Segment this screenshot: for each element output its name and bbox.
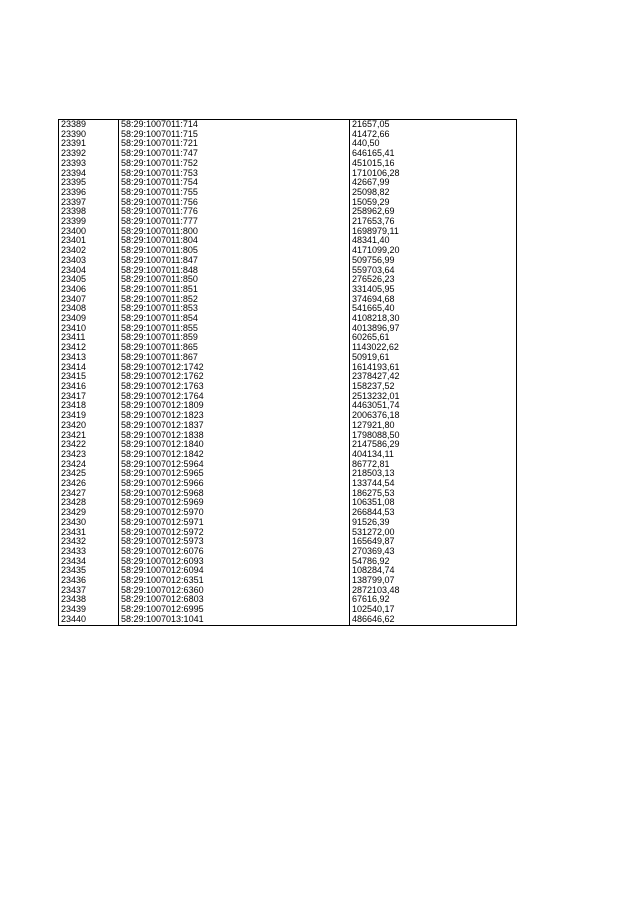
table-row: [59, 392, 517, 402]
table-row: [59, 595, 517, 605]
cadastral-number-cell: 58:29:1007011:850: [119, 275, 350, 285]
table-row: [59, 450, 517, 460]
cadastral-number-cell: 58:29:1007012:5965: [119, 469, 350, 479]
table-row: [59, 304, 517, 314]
cadastral-number-cell: 58:29:1007011:855: [119, 324, 350, 334]
cadastral-number-cell: 58:29:1007012:1842: [119, 450, 350, 460]
row-number-cell: 23427: [59, 489, 119, 499]
table-row: [59, 178, 517, 188]
row-number-cell: 23410: [59, 324, 119, 334]
row-number-cell: 23393: [59, 159, 119, 169]
value-cell: 217653,76: [350, 217, 517, 227]
value-cell: 25098,82: [350, 188, 517, 198]
table-row: [59, 586, 517, 596]
row-number-cell: 23435: [59, 566, 119, 576]
cadastral-number-cell: 58:29:1007013:1041: [119, 615, 350, 625]
cadastral-number-cell: 58:29:1007011:754: [119, 178, 350, 188]
row-number-cell: 23407: [59, 295, 119, 305]
cadastral-number-cell: 58:29:1007012:5964: [119, 460, 350, 470]
table-row: [59, 159, 517, 169]
value-cell: 646165,41: [350, 149, 517, 159]
cadastral-number-cell: 58:29:1007011:851: [119, 285, 350, 295]
value-cell: 541665,40: [350, 304, 517, 314]
cadastral-number-cell: 58:29:1007011:852: [119, 295, 350, 305]
cadastral-number-cell: 58:29:1007012:6093: [119, 557, 350, 567]
cadastral-number-cell: 58:29:1007012:1762: [119, 372, 350, 382]
value-cell: 165649,87: [350, 537, 517, 547]
table-row: [59, 285, 517, 295]
value-cell: 108284,74: [350, 566, 517, 576]
table-row: [59, 431, 517, 441]
cadastral-number-cell: 58:29:1007011:776: [119, 207, 350, 217]
row-number-cell: 23415: [59, 372, 119, 382]
cadastral-number-cell: 58:29:1007011:859: [119, 333, 350, 343]
cadastral-number-cell: 58:29:1007011:800: [119, 227, 350, 237]
table-row: [59, 275, 517, 285]
cadastral-number-cell: 58:29:1007012:6360: [119, 586, 350, 596]
table-row: [59, 498, 517, 508]
table-row: [59, 605, 517, 615]
cadastral-number-cell: 58:29:1007012:1838: [119, 431, 350, 441]
row-number-cell: 23424: [59, 460, 119, 470]
row-number-cell: 23391: [59, 139, 119, 149]
table-row: [59, 139, 517, 149]
value-cell: 2006376,18: [350, 411, 517, 421]
row-number-cell: 23425: [59, 469, 119, 479]
value-cell: 4171099,20: [350, 246, 517, 256]
value-cell: 127921,80: [350, 421, 517, 431]
cadastral-number-cell: 58:29:1007011:714: [119, 120, 350, 130]
row-number-cell: 23417: [59, 392, 119, 402]
value-cell: 102540,17: [350, 605, 517, 615]
table-row: [59, 508, 517, 518]
table-row: [59, 566, 517, 576]
cadastral-number-cell: 58:29:1007012:1763: [119, 382, 350, 392]
cadastral-number-cell: 58:29:1007012:6351: [119, 576, 350, 586]
value-cell: 1614193,61: [350, 363, 517, 373]
cadastral-number-cell: 58:29:1007011:753: [119, 169, 350, 179]
value-cell: 42667,99: [350, 178, 517, 188]
cadastral-number-cell: 58:29:1007011:721: [119, 139, 350, 149]
table-row: [59, 120, 517, 130]
value-cell: 86772,81: [350, 460, 517, 470]
row-number-cell: 23398: [59, 207, 119, 217]
value-cell: 4013896,97: [350, 324, 517, 334]
table-row: [59, 421, 517, 431]
row-number-cell: 23389: [59, 120, 119, 130]
row-number-cell: 23439: [59, 605, 119, 615]
row-number-cell: 23431: [59, 528, 119, 538]
row-number-cell: 23433: [59, 547, 119, 557]
cadastral-number-cell: 58:29:1007012:1823: [119, 411, 350, 421]
table-row: [59, 266, 517, 276]
table-row: [59, 188, 517, 198]
table-row: [59, 382, 517, 392]
cadastral-number-cell: 58:29:1007011:848: [119, 266, 350, 276]
cadastral-number-cell: 58:29:1007011:854: [119, 314, 350, 324]
table-row: [59, 324, 517, 334]
row-number-cell: 23419: [59, 411, 119, 421]
row-number-cell: 23429: [59, 508, 119, 518]
table-row: [59, 401, 517, 411]
cadastral-number-cell: 58:29:1007011:805: [119, 246, 350, 256]
value-cell: 1710106,28: [350, 169, 517, 179]
value-cell: 133744,54: [350, 479, 517, 489]
table-row: [59, 411, 517, 421]
table-row: [59, 198, 517, 208]
row-number-cell: 23403: [59, 256, 119, 266]
cadastral-number-cell: 58:29:1007011:752: [119, 159, 350, 169]
value-cell: 4463051,74: [350, 401, 517, 411]
table-row: [59, 547, 517, 557]
table-row: [59, 343, 517, 353]
table-row: [59, 314, 517, 324]
row-number-cell: 23438: [59, 595, 119, 605]
row-number-cell: 23396: [59, 188, 119, 198]
value-cell: 331405,95: [350, 285, 517, 295]
cadastral-number-cell: 58:29:1007012:6995: [119, 605, 350, 615]
cadastral-number-cell: 58:29:1007012:5971: [119, 518, 350, 528]
row-number-cell: 23408: [59, 304, 119, 314]
cadastral-number-cell: 58:29:1007011:756: [119, 198, 350, 208]
table-row: [59, 489, 517, 499]
cadastral-number-cell: 58:29:1007012:1764: [119, 392, 350, 402]
row-number-cell: 23404: [59, 266, 119, 276]
value-cell: 258962,69: [350, 207, 517, 217]
row-number-cell: 23426: [59, 479, 119, 489]
table-row: [59, 207, 517, 217]
cadastral-number-cell: 58:29:1007011:865: [119, 343, 350, 353]
value-cell: 270369,43: [350, 547, 517, 557]
value-cell: 1798088,50: [350, 431, 517, 441]
value-cell: 15059,29: [350, 198, 517, 208]
value-cell: 158237,52: [350, 382, 517, 392]
cadastral-number-cell: 58:29:1007011:867: [119, 353, 350, 363]
row-number-cell: 23423: [59, 450, 119, 460]
value-cell: 67616,92: [350, 595, 517, 605]
table-row: [59, 460, 517, 470]
value-cell: 2378427,42: [350, 372, 517, 382]
row-number-cell: 23400: [59, 227, 119, 237]
row-number-cell: 23392: [59, 149, 119, 159]
row-number-cell: 23399: [59, 217, 119, 227]
cadastral-number-cell: 58:29:1007012:5970: [119, 508, 350, 518]
table-row: [59, 615, 517, 625]
row-number-cell: 23418: [59, 401, 119, 411]
value-cell: 2513232,01: [350, 392, 517, 402]
value-cell: 21657,05: [350, 120, 517, 130]
row-number-cell: 23411: [59, 333, 119, 343]
cadastral-number-cell: 58:29:1007011:777: [119, 217, 350, 227]
table-row: [59, 518, 517, 528]
cadastral-number-cell: 58:29:1007012:1840: [119, 440, 350, 450]
cadastral-number-cell: 58:29:1007011:853: [119, 304, 350, 314]
value-cell: 276526,23: [350, 275, 517, 285]
value-cell: 531272,00: [350, 528, 517, 538]
cadastral-number-cell: 58:29:1007012:1742: [119, 363, 350, 373]
row-number-cell: 23405: [59, 275, 119, 285]
table-row: [59, 353, 517, 363]
cadastral-number-cell: 58:29:1007012:1837: [119, 421, 350, 431]
table-row: [59, 236, 517, 246]
value-cell: 91526,39: [350, 518, 517, 528]
cadastral-number-cell: 58:29:1007011:755: [119, 188, 350, 198]
table-row: [59, 576, 517, 586]
table-row: [59, 372, 517, 382]
value-cell: 48341,40: [350, 236, 517, 246]
value-cell: 186275,53: [350, 489, 517, 499]
row-number-cell: 23416: [59, 382, 119, 392]
value-cell: 440,50: [350, 139, 517, 149]
cadastral-number-cell: 58:29:1007012:5972: [119, 528, 350, 538]
row-number-cell: 23390: [59, 130, 119, 140]
row-number-cell: 23437: [59, 586, 119, 596]
row-number-cell: 23402: [59, 246, 119, 256]
table-row: [59, 557, 517, 567]
row-number-cell: 23421: [59, 431, 119, 441]
value-cell: 4108218,30: [350, 314, 517, 324]
cadastral-number-cell: 58:29:1007011:847: [119, 256, 350, 266]
row-number-cell: 23395: [59, 178, 119, 188]
table-row: [59, 217, 517, 227]
value-cell: 374694,68: [350, 295, 517, 305]
value-cell: 50919,61: [350, 353, 517, 363]
row-number-cell: 23432: [59, 537, 119, 547]
value-cell: 138799,07: [350, 576, 517, 586]
row-number-cell: 23430: [59, 518, 119, 528]
cadastral-number-cell: 58:29:1007011:804: [119, 236, 350, 246]
value-cell: 1698979,11: [350, 227, 517, 237]
value-cell: 266844,53: [350, 508, 517, 518]
row-number-cell: 23414: [59, 363, 119, 373]
table-body: [59, 120, 517, 626]
table-row: [59, 256, 517, 266]
cadastral-number-cell: 58:29:1007012:1809: [119, 401, 350, 411]
cadastral-number-cell: 58:29:1007012:5968: [119, 489, 350, 499]
value-cell: 451015,16: [350, 159, 517, 169]
table-row: [59, 469, 517, 479]
value-cell: 41472,66: [350, 130, 517, 140]
value-cell: 1143022,62: [350, 343, 517, 353]
cadastral-number-cell: 58:29:1007012:5973: [119, 537, 350, 547]
table-row: [59, 333, 517, 343]
value-cell: 404134,11: [350, 450, 517, 460]
table-row: [59, 440, 517, 450]
value-cell: 559703,64: [350, 266, 517, 276]
table-row: [59, 130, 517, 140]
row-number-cell: 23406: [59, 285, 119, 295]
cadastral-number-cell: 58:29:1007012:5966: [119, 479, 350, 489]
row-number-cell: 23428: [59, 498, 119, 508]
value-cell: 106351,08: [350, 498, 517, 508]
row-number-cell: 23436: [59, 576, 119, 586]
row-number-cell: 23422: [59, 440, 119, 450]
row-number-cell: 23394: [59, 169, 119, 179]
row-number-cell: 23420: [59, 421, 119, 431]
data-table: [58, 119, 517, 626]
row-number-cell: 23434: [59, 557, 119, 567]
cadastral-number-cell: 58:29:1007012:6094: [119, 566, 350, 576]
row-number-cell: 23412: [59, 343, 119, 353]
value-cell: 2872103,48: [350, 586, 517, 596]
cadastral-number-cell: 58:29:1007011:747: [119, 149, 350, 159]
value-cell: 218503,13: [350, 469, 517, 479]
value-cell: 486646,62: [350, 615, 517, 625]
row-number-cell: 23413: [59, 353, 119, 363]
table-row: [59, 169, 517, 179]
cadastral-number-cell: 58:29:1007011:715: [119, 130, 350, 140]
table-row: [59, 227, 517, 237]
row-number-cell: 23401: [59, 236, 119, 246]
table-row: [59, 479, 517, 489]
table-row: [59, 363, 517, 373]
table-row: [59, 295, 517, 305]
table-row: [59, 537, 517, 547]
row-number-cell: 23440: [59, 615, 119, 625]
value-cell: 60265,61: [350, 333, 517, 343]
cadastral-number-cell: 58:29:1007012:6076: [119, 547, 350, 557]
row-number-cell: 23409: [59, 314, 119, 324]
value-cell: 509756,99: [350, 256, 517, 266]
table-row: [59, 149, 517, 159]
table-row: [59, 528, 517, 538]
row-number-cell: 23397: [59, 198, 119, 208]
value-cell: 2147586,29: [350, 440, 517, 450]
table-row: [59, 246, 517, 256]
cadastral-number-cell: 58:29:1007012:5969: [119, 498, 350, 508]
cadastral-number-cell: 58:29:1007012:6803: [119, 595, 350, 605]
value-cell: 54786,92: [350, 557, 517, 567]
